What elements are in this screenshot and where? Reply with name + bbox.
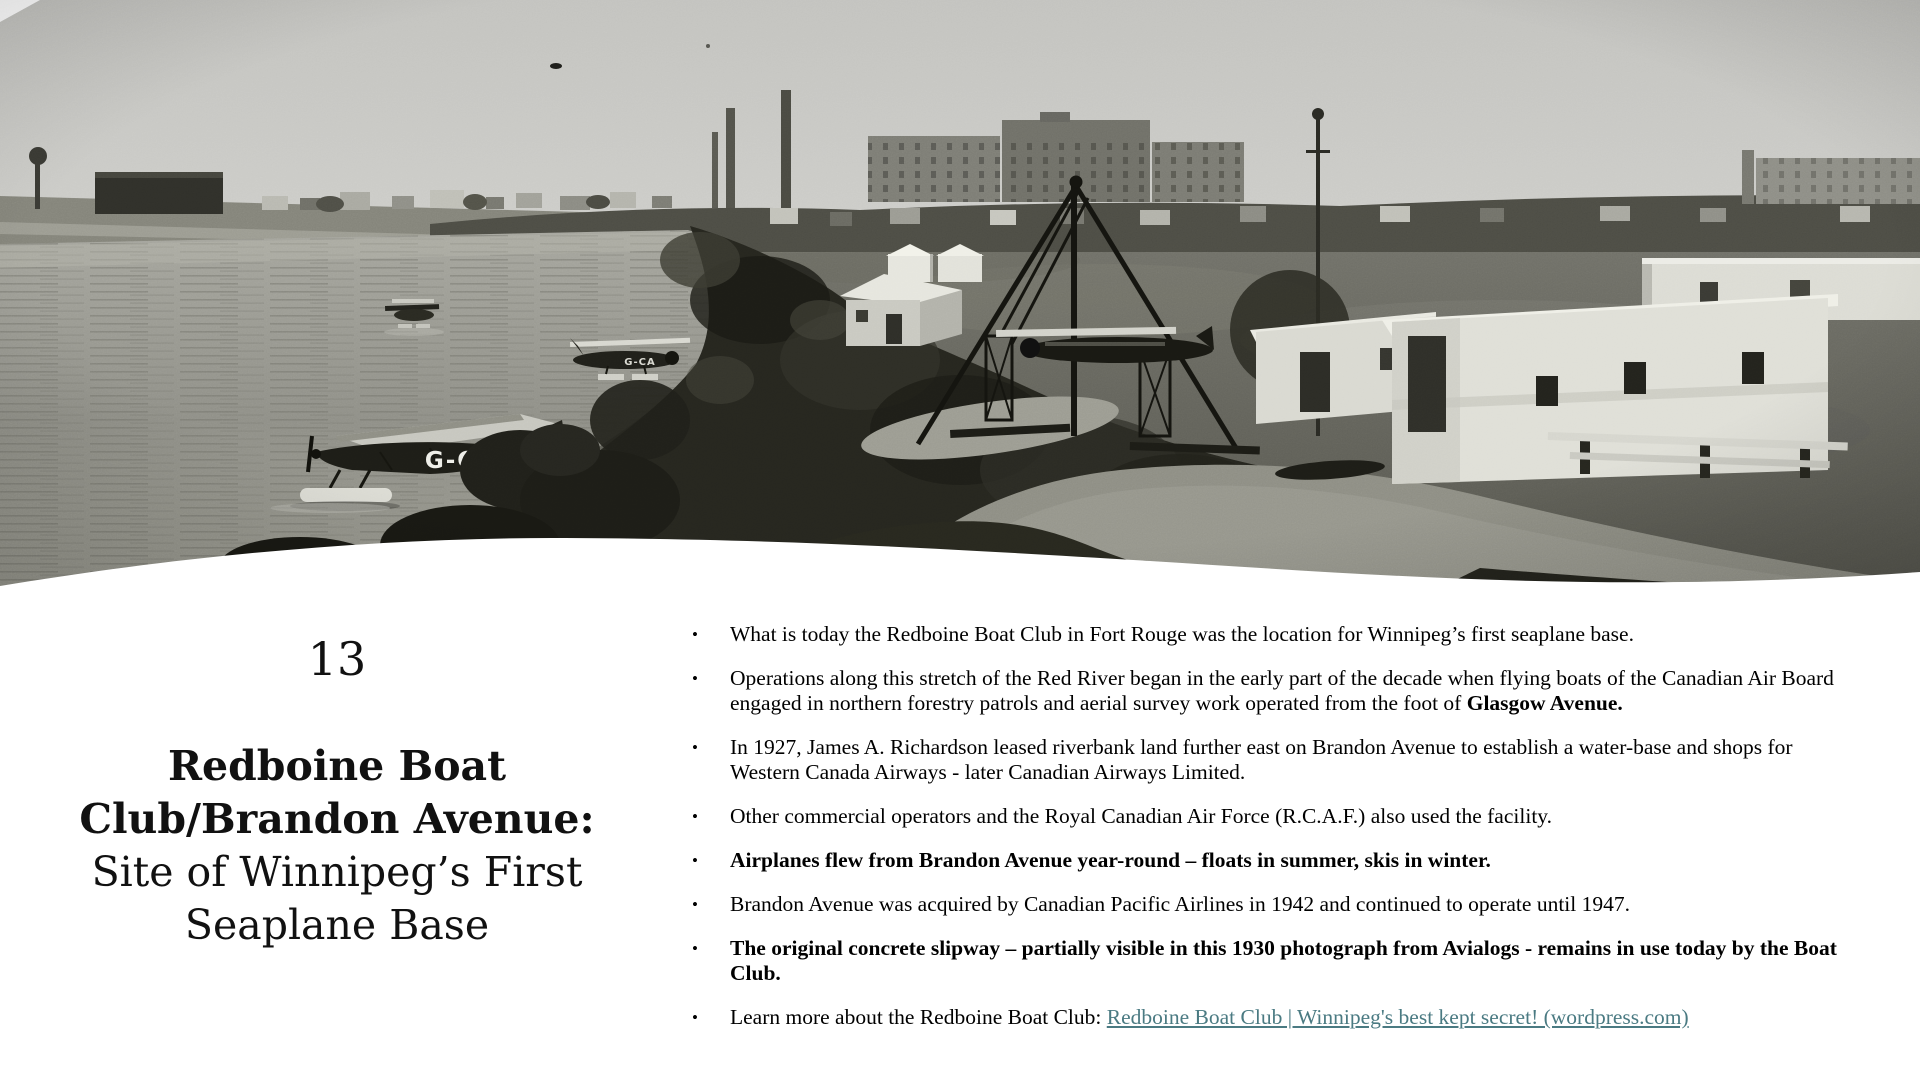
title-column: [52, 628, 622, 952]
bullet-text: [730, 804, 1866, 829]
bullet-marker: •: [692, 895, 698, 914]
bullet-text: [730, 1005, 1866, 1030]
bullet-section: [688, 622, 1866, 1049]
bullet-marker: •: [692, 669, 698, 688]
bullet-normal-text: Learn more about the Redboine Boat Club:: [730, 1005, 1107, 1029]
bullet-text: [730, 622, 1866, 647]
bullet-normal-text: What is today the Redboine Boat Club in Fort Rouge was the location for Winnipeg’s first seaplane base.: [730, 622, 1634, 646]
bullet-marker: •: [692, 1008, 698, 1027]
title-line-3: Site of Winnipeg’s First: [91, 848, 583, 896]
bullet-normal-text: Brandon Avenue was acquired by Canadian Pacific Airlines in 1942 and continued to operate until 1947.: [730, 892, 1630, 916]
bullet-marker: •: [692, 807, 698, 826]
bullet-item-3: [688, 735, 1866, 785]
bullet-item-6: [688, 892, 1866, 917]
title-line-2: Club/Brandon Avenue:: [79, 795, 595, 843]
slide-number: 13: [307, 632, 367, 686]
bullet-item-2: [688, 666, 1866, 716]
title-line-1: Redboine Boat: [167, 742, 507, 790]
page-title: [52, 740, 622, 952]
bullet-text: [730, 666, 1866, 716]
bullet-marker: •: [692, 738, 698, 757]
bullet-item-5: [688, 848, 1866, 873]
redboine-boat-club-link[interactable]: Redboine Boat Club | Winnipeg's best kept secret! (wordpress.com): [1106, 1005, 1689, 1029]
bullet-item-1: [688, 622, 1866, 647]
bullet-normal-text: Operations along this stretch of the Red River began in the early part of the decade when flying boats of the Canadian Air Board engaged in northern forestry patrols and aerial survey work operated from the foot of: [730, 666, 1834, 715]
title-line-4: Seaplane Base: [184, 901, 490, 949]
bullet-text: [730, 735, 1866, 785]
bullet-normal-text: In 1927, James A. Richardson leased riverbank land further east on Brandon Avenue to establish a water-base and shops for Western Canada Airways - later Canadian Airways Limited.: [730, 735, 1793, 784]
bullet-marker: •: [692, 625, 698, 644]
bullet-list: [688, 622, 1866, 1030]
bullet-text: [730, 848, 1866, 873]
bullet-bold-text: Airplanes flew from Brandon Avenue year-round – floats in summer, skis in winter.: [730, 848, 1491, 872]
bullet-text: [730, 892, 1866, 917]
bullet-bold-text: Glasgow Avenue.: [1466, 691, 1623, 715]
bullet-text: [730, 936, 1866, 986]
bullet-marker: •: [692, 939, 698, 958]
bullet-normal-text: Other commercial operators and the Royal Canadian Air Force (R.C.A.F.) also used the facility.: [730, 804, 1553, 828]
bullet-item-4: [688, 804, 1866, 829]
bullet-marker: •: [692, 851, 698, 870]
bullet-item-8: [688, 1005, 1866, 1030]
bullet-bold-text: The original concrete slipway – partially visible in this 1930 photograph from Avialogs - remains in use today by the Boat Club.: [730, 936, 1837, 985]
bullet-item-7: [688, 936, 1866, 986]
